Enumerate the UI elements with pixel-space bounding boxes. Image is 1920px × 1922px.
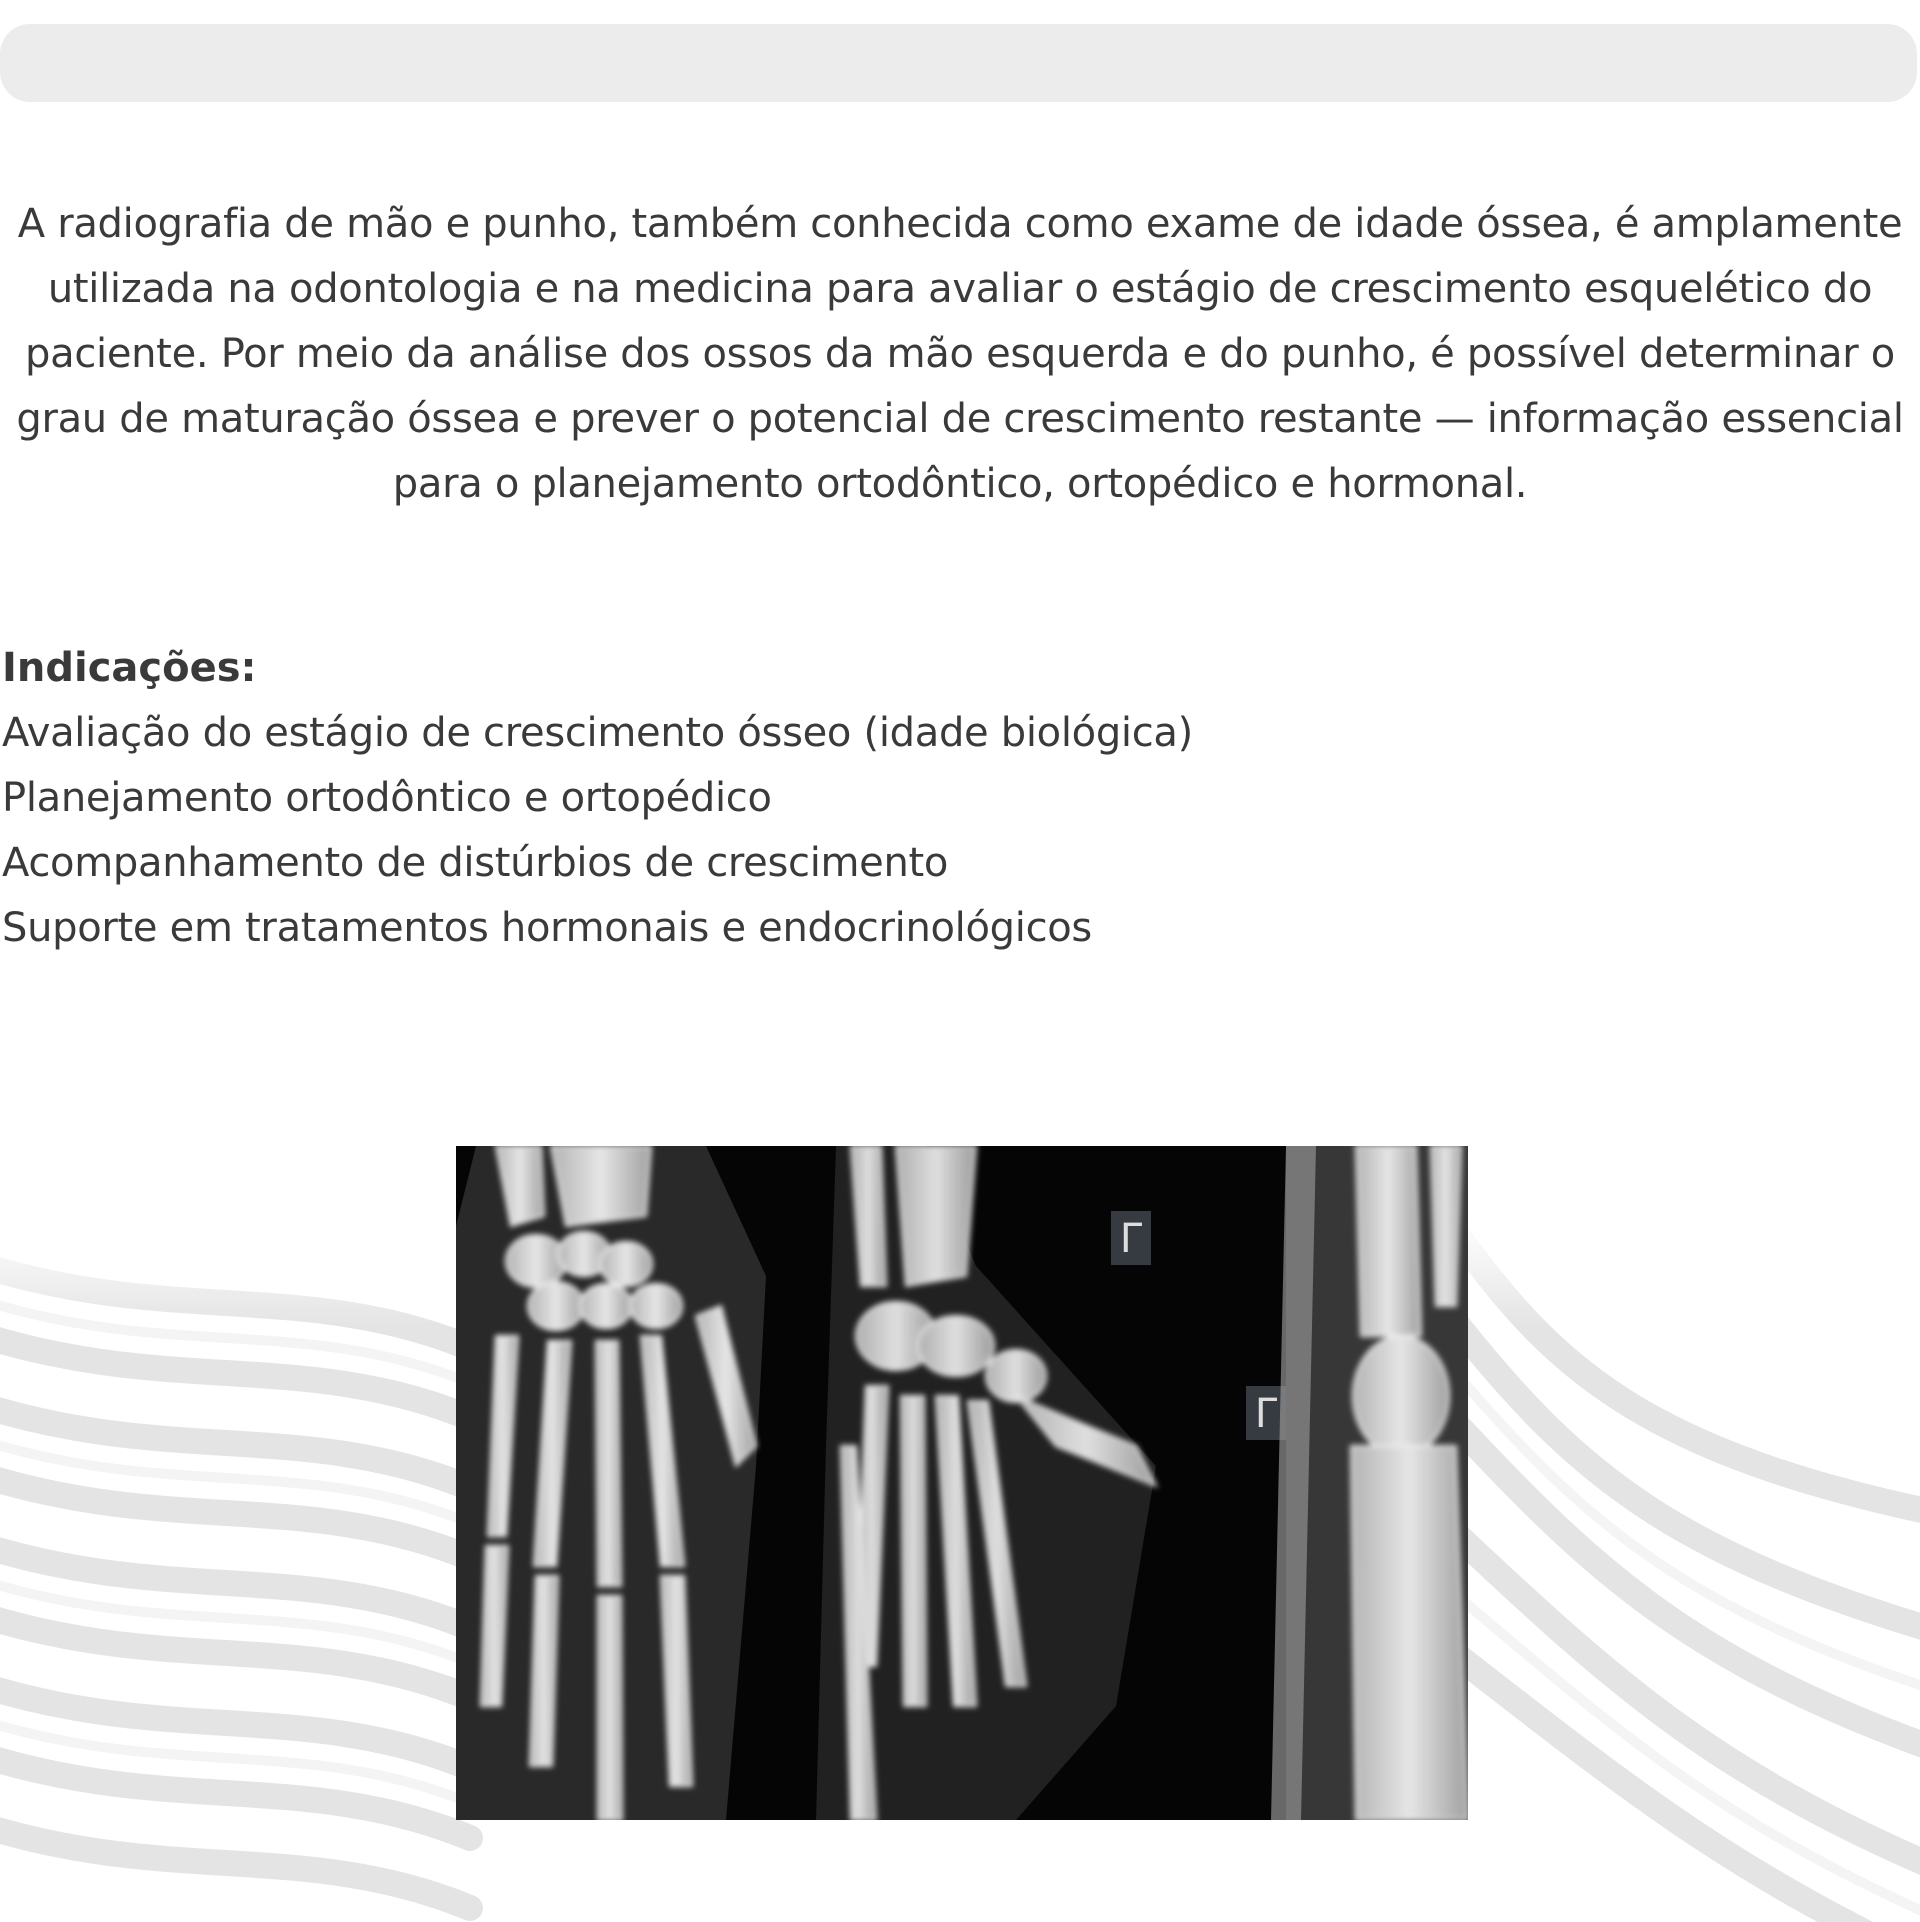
top-bar: [0, 24, 1917, 102]
marker-1-label: Γ: [1119, 1216, 1143, 1262]
indication-item: Acompanhamento de distúrbios de crescimento: [2, 840, 949, 886]
xray-panel-3: [1271, 1146, 1468, 1820]
indications-section: [2, 636, 1502, 961]
xray-panel-1: [456, 1146, 766, 1820]
xray-image: [456, 1146, 1468, 1820]
marker-2-label: Γ: [1254, 1391, 1278, 1437]
xray-panel-2: [816, 1146, 1286, 1820]
xray-illustration: [456, 1146, 1468, 1820]
indication-item: Planejamento ortodôntico e ortopédico: [2, 775, 772, 821]
intro-paragraph: A radiografia de mão e punho, também conhecida como exame de idade óssea, é amplamente utilizada na odontologia e na medicina para avaliar o estágio de crescimento esquelético do paciente. Por meio da análise dos ossos da mão esquerda e do punho, é possível determinar o grau de maturação óssea e prever o potencial de crescimento restante — informação essencial para o planejamento ortodôntico, ortopédico e hormonal.: [16, 201, 1904, 507]
indication-item: Suporte em tratamentos hormonais e endocrinológicos: [2, 905, 1092, 951]
indication-item: Avaliação do estágio de crescimento ósseo (idade biológica): [2, 710, 1193, 756]
indications-title: Indicações:: [2, 645, 257, 691]
indications-list: [2, 701, 1502, 961]
